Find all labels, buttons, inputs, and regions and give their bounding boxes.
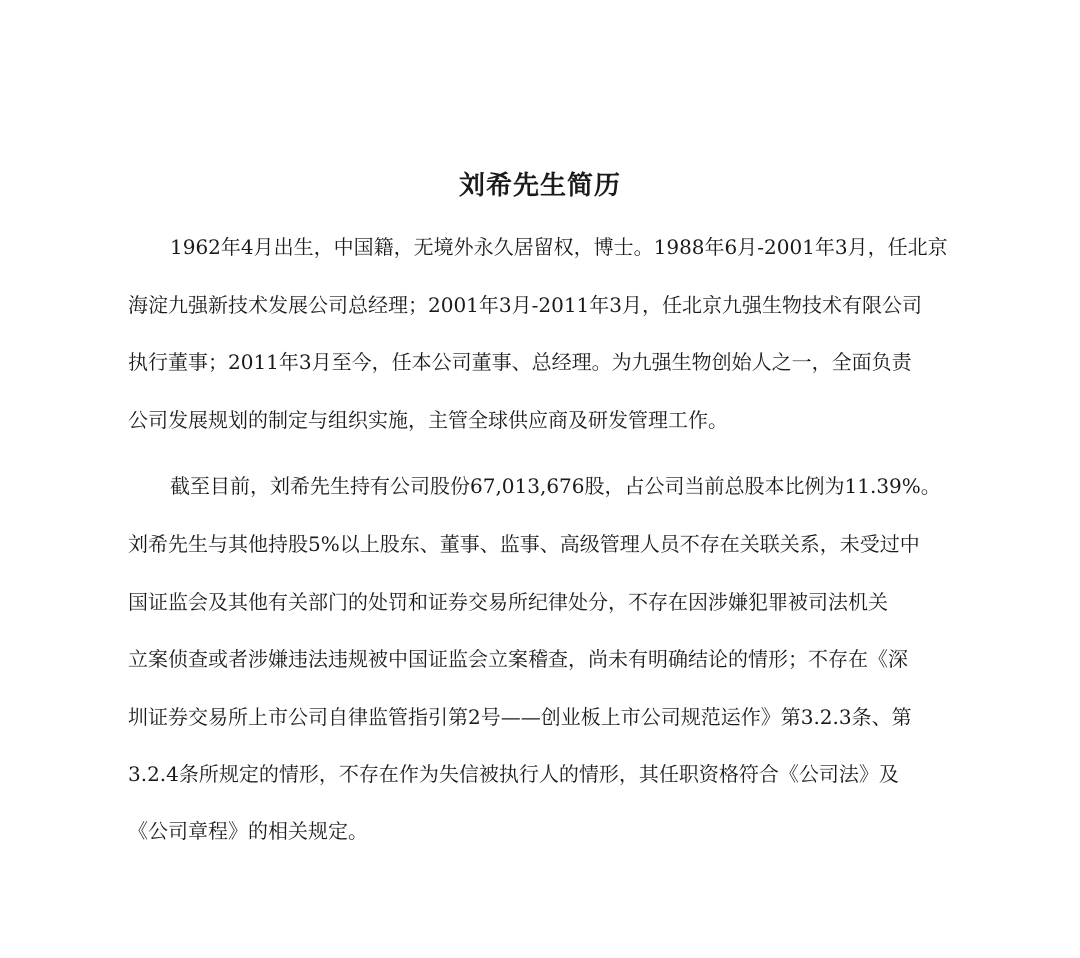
paragraph-line: 执行董事；2011年3月至今，任本公司董事、总经理。为九强生物创始人之一，全面负责 bbox=[128, 350, 912, 374]
paragraph-line: 国证监会及其他有关部门的处罚和证券交易所纪律处分，不存在因涉嫌犯罪被司法机关 bbox=[128, 590, 888, 614]
paragraph-line: 1962年4月出生，中国籍，无境外永久居留权，博士。1988年6月-2001年3月，任北京 bbox=[170, 235, 948, 259]
paragraph-line: 公司发展规划的制定与组织实施，主管全球供应商及研发管理工作。 bbox=[128, 408, 728, 432]
paragraph-line: 截至目前，刘希先生持有公司股份67,013,676股，占公司当前总股本比例为11.39%。 bbox=[170, 474, 941, 498]
paragraph-line: 海淀九强新技术发展公司总经理；2001年3月-2011年3月，任北京九强生物技术有限公司 bbox=[128, 293, 923, 317]
paragraph-line: 圳证券交易所上市公司自律监管指引第2号——创业板上市公司规范运作》第3.2.3条、第 bbox=[128, 705, 912, 729]
paragraph-line: 立案侦查或者涉嫌违法违规被中国证监会立案稽查，尚未有明确结论的情形；不存在《深 bbox=[128, 647, 908, 671]
paragraph-line: 《公司章程》的相关规定。 bbox=[128, 819, 368, 843]
document-title: 刘希先生简历 bbox=[458, 171, 621, 201]
paragraph-line: 刘希先生与其他持股5%以上股东、董事、监事、高级管理人员不存在关联关系，未受过中 bbox=[128, 532, 920, 556]
paragraph-line: 3.2.4条所规定的情形，不存在作为失信被执行人的情形，其任职资格符合《公司法》及 bbox=[128, 762, 899, 786]
